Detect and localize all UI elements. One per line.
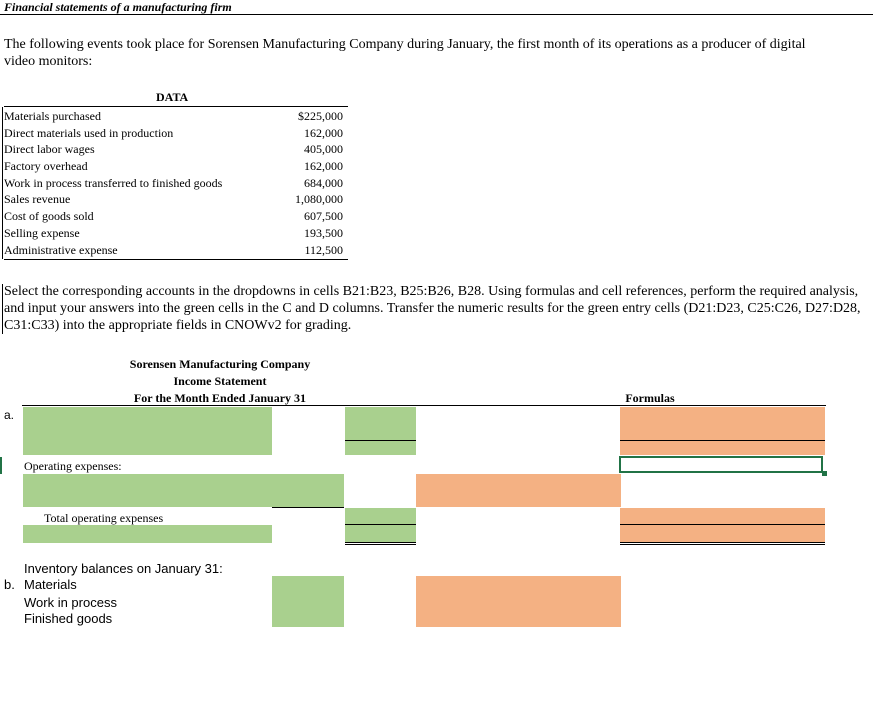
subtotal-rule xyxy=(272,507,344,508)
data-row xyxy=(4,242,348,259)
data-row xyxy=(4,175,348,192)
data-header: DATA xyxy=(156,90,189,104)
formula-cell-c25-c26 xyxy=(416,474,621,507)
page-title: Financial statements of a manufacturing firm xyxy=(4,0,232,14)
row-selection-marker xyxy=(0,457,2,474)
account-dropdown-b28[interactable] xyxy=(23,525,272,543)
data-row-value: 112,500 xyxy=(304,243,343,257)
intro-text: The following events took place for Sorensen Manufacturing Company during January, the first month of its operations as a producer of digital video monitors: xyxy=(4,37,806,69)
instructions-text: Select the corresponding accounts in the dropdowns in cells B21:B23, B25:B26, B28. Using formulas and cell references, perform the required analysis, and input your answers into the green cells in the C and D columns. Transfer the numeric results for the green entry cells (D21:D23, C25:C26, D27:D28, C31:C33) into the appropriate fields in CNOWv2 for grading. xyxy=(4,284,861,333)
data-row xyxy=(4,191,348,208)
data-left-border xyxy=(2,107,3,259)
selected-cell[interactable] xyxy=(619,456,823,473)
inventory-item-work-in-process: Work in process xyxy=(24,595,117,610)
data-row-value: 684,000 xyxy=(304,176,343,190)
data-row xyxy=(4,125,348,142)
inventory-item-finished-goods: Finished goods xyxy=(24,611,113,626)
data-row-label: Administrative expense xyxy=(4,243,118,257)
data-row xyxy=(4,158,348,175)
inventory-item-materials: Materials xyxy=(24,577,77,592)
data-row xyxy=(4,108,348,125)
data-row-label: Factory overhead xyxy=(4,159,88,173)
amount-cell-d21-d23[interactable] xyxy=(345,407,416,455)
data-row xyxy=(4,208,348,225)
part-a-label: a. xyxy=(4,408,15,422)
data-row-label: Sales revenue xyxy=(4,192,71,206)
data-row-label: Direct materials used in production xyxy=(4,126,174,140)
account-dropdown-b25-b26[interactable] xyxy=(23,474,344,507)
data-row xyxy=(4,141,348,158)
formulas-header: Formulas xyxy=(625,391,675,405)
part-b-label: b. xyxy=(4,577,15,592)
operating-expenses-label: Operating expenses: xyxy=(24,459,122,473)
inventory-formula-cells xyxy=(416,576,621,627)
data-row-label: Work in process transferred to finished goods xyxy=(4,176,223,190)
data-row-label: Direct labor wages xyxy=(4,142,95,156)
amount-cell-d27-d28[interactable] xyxy=(345,508,416,543)
amount-total-rule-1 xyxy=(345,542,416,543)
data-row-label: Selling expense xyxy=(4,226,80,240)
company-name: Sorensen Manufacturing Company xyxy=(129,357,311,371)
data-row-value: 162,000 xyxy=(304,159,343,173)
title-underline xyxy=(0,14,873,15)
inventory-heading: Inventory balances on January 31: xyxy=(24,561,223,576)
formula-total-rule-1 xyxy=(620,542,825,543)
data-row-label: Cost of goods sold xyxy=(4,209,94,223)
amount-total-rule-2 xyxy=(345,544,416,545)
data-row xyxy=(4,225,348,242)
data-row-value: 1,080,000 xyxy=(295,192,343,206)
statement-header-rule xyxy=(22,405,826,406)
statement-name: Income Statement xyxy=(173,374,267,388)
data-bottom-rule xyxy=(4,259,348,260)
data-row-label: Materials purchased xyxy=(4,109,101,123)
account-dropdown-b21-b23[interactable] xyxy=(23,407,272,455)
formula-cell-d27-d28-divider xyxy=(620,524,825,525)
inventory-amount-cells-c31-c33[interactable] xyxy=(272,576,344,627)
data-row-value: $225,000 xyxy=(298,109,343,123)
formula-total-rule-2 xyxy=(620,544,825,545)
amount-cell-divider xyxy=(345,440,416,441)
fill-handle[interactable] xyxy=(822,471,827,476)
data-header-rule xyxy=(4,106,348,107)
total-operating-expenses-label: Total operating expenses xyxy=(44,511,164,525)
formula-cell-divider xyxy=(620,440,825,441)
data-row-value: 193,500 xyxy=(304,226,343,240)
data-row-value: 405,000 xyxy=(304,142,343,156)
data-row-value: 607,500 xyxy=(304,209,343,223)
formula-cell-d21-d23 xyxy=(620,407,825,455)
amount-cell-d27-d28-divider xyxy=(345,524,416,525)
instructions-left-border xyxy=(2,284,3,334)
data-row-value: 162,000 xyxy=(304,126,343,140)
statement-period: For the Month Ended January 31 xyxy=(133,391,307,405)
formula-cell-d27-d28 xyxy=(620,508,825,543)
